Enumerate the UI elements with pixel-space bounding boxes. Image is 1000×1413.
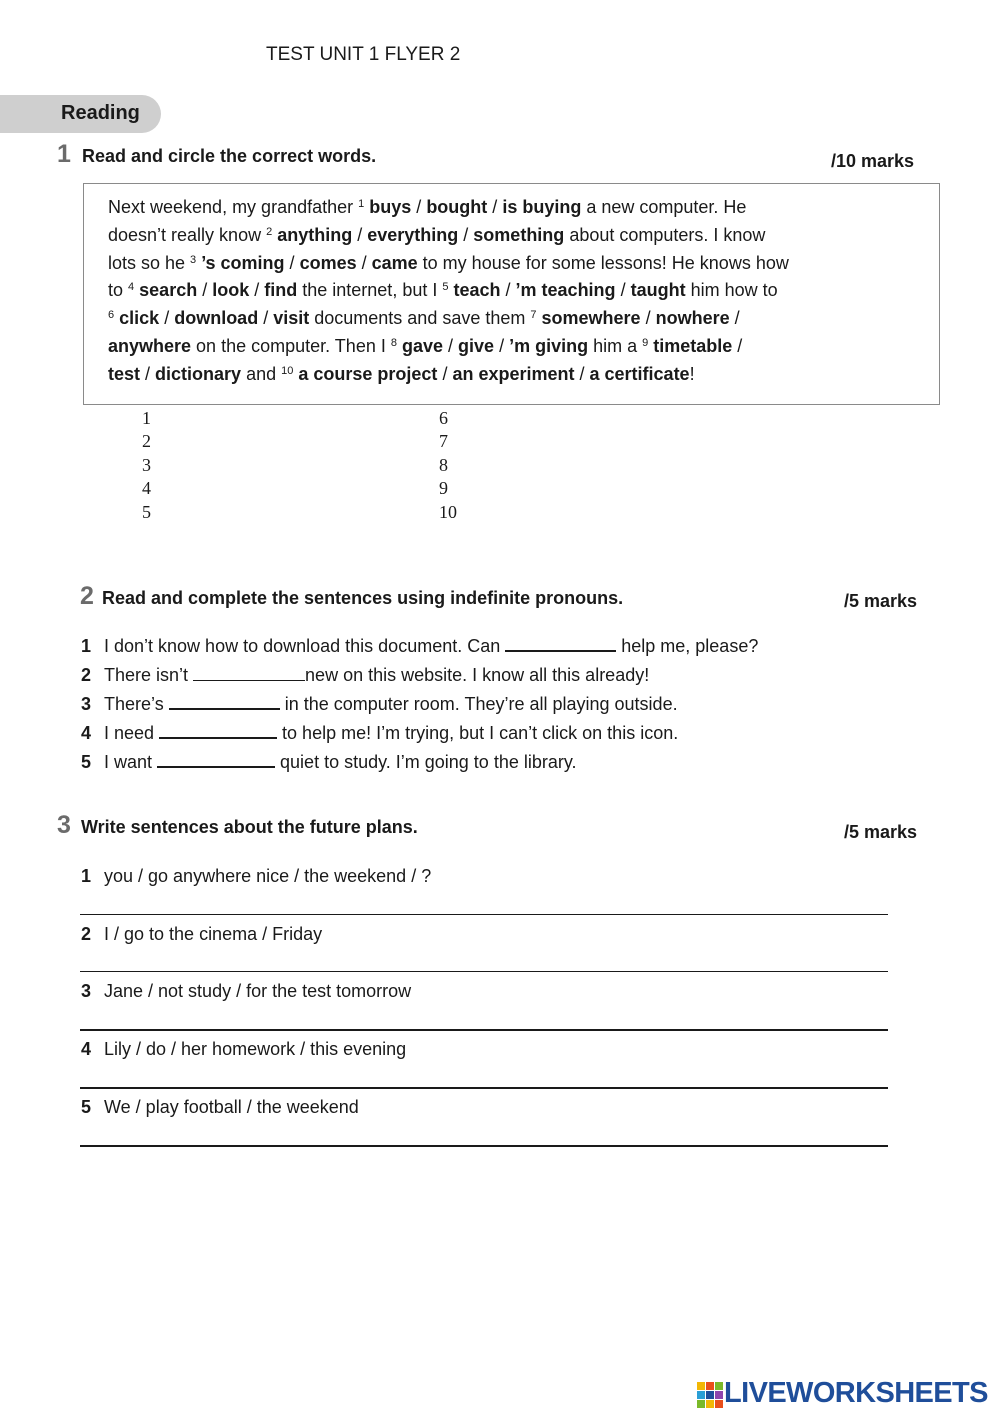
passage-text-run: / — [615, 280, 631, 301]
passage-text-run: / — [249, 280, 265, 301]
answer-number: 2 — [142, 431, 151, 451]
passage-text-run: / — [732, 335, 743, 356]
item-number: 4 — [81, 723, 92, 743]
item-number: 1 — [81, 866, 92, 886]
gap-number: 5 — [442, 281, 449, 294]
answer-number: 1 — [142, 408, 151, 428]
passage-line — [108, 250, 868, 278]
passage-text-run: him a — [588, 335, 643, 356]
prompt-item — [81, 1097, 359, 1118]
word-option[interactable]: ’m giving — [509, 335, 589, 356]
passage-text-run: / — [197, 280, 213, 301]
passage-text-run: the internet, but I — [297, 280, 443, 301]
section1-heading: Read and circle the correct words. — [82, 146, 377, 166]
section3-heading: Write sentences about the future plans. — [81, 817, 418, 837]
passage-line — [108, 194, 868, 222]
word-option[interactable]: dictionary — [155, 363, 242, 384]
word-option[interactable]: bought — [426, 197, 488, 217]
word-option[interactable]: an experiment — [452, 363, 575, 384]
prompt-text: We / play football / the weekend — [104, 1097, 359, 1117]
gap-number: 4 — [128, 281, 135, 294]
passage-text-run: on the computer. Then I — [191, 335, 391, 356]
section1-marks: /10 marks — [831, 151, 915, 171]
gap-number: 3 — [190, 253, 197, 266]
item-number: 2 — [81, 924, 92, 944]
answer-number: 8 — [439, 455, 448, 475]
answer-blank[interactable] — [505, 636, 616, 652]
word-option[interactable]: find — [264, 280, 298, 301]
sentence-before: I don’t know how to download this document. Can — [104, 636, 506, 656]
passage-text-run: / — [494, 335, 510, 356]
passage-line — [108, 222, 868, 250]
word-option[interactable]: teach — [453, 280, 501, 301]
answer-number: 4 — [142, 478, 151, 498]
passage-text-run: and — [241, 363, 282, 384]
word-option[interactable]: came — [371, 252, 418, 273]
passage-text-run: / — [140, 363, 156, 384]
answer-line[interactable] — [80, 1145, 888, 1147]
word-option[interactable]: test — [108, 363, 141, 384]
prompt-item — [81, 981, 411, 1002]
answer-number: 5 — [142, 502, 151, 522]
item-number: 4 — [81, 1039, 92, 1059]
word-option[interactable]: look — [212, 280, 250, 301]
word-option[interactable]: something — [473, 224, 565, 245]
answer-line[interactable] — [80, 914, 888, 915]
passage-line — [108, 361, 868, 389]
word-option[interactable]: a certificate — [589, 363, 690, 384]
item-number: 3 — [81, 694, 92, 714]
prompt-item — [81, 1039, 406, 1060]
answer-number: 7 — [439, 431, 448, 451]
word-option[interactable]: ’s coming — [201, 252, 285, 273]
prompt-text: I / go to the cinema / Friday — [104, 924, 323, 944]
logo-text: LIVEWORKSHEETS — [724, 1377, 988, 1409]
word-option[interactable]: click — [119, 308, 160, 329]
section2-number: 2 — [80, 582, 94, 610]
word-option[interactable]: ’m teaching — [515, 280, 616, 301]
sentence-after: in the computer room. They’re all playing outside. — [279, 694, 678, 714]
sentence-before: I need — [104, 723, 160, 743]
passage-text-run: / — [500, 280, 516, 301]
word-option[interactable]: somewhere — [541, 308, 641, 329]
answer-number: 6 — [439, 408, 448, 428]
gap-number: 2 — [266, 225, 273, 238]
passage-text-run: / — [159, 308, 175, 329]
sentence-after: quiet to study. I’m going to the library. — [275, 752, 577, 772]
gap-number: 6 — [108, 309, 115, 322]
sentence-item — [81, 636, 758, 657]
answer-line[interactable] — [80, 971, 888, 972]
passage-text-run: / — [352, 224, 368, 245]
logo-icon — [697, 1382, 723, 1406]
word-option[interactable]: visit — [273, 308, 310, 329]
section1-number: 1 — [57, 140, 71, 168]
word-option[interactable]: buys — [369, 197, 412, 217]
answer-blank[interactable] — [157, 752, 275, 768]
passage-line — [108, 333, 868, 361]
passage-box — [83, 183, 940, 405]
word-option[interactable]: anywhere — [108, 335, 192, 356]
answer-blank[interactable] — [193, 666, 305, 681]
answer-line[interactable] — [80, 1087, 888, 1089]
passage-text-run: doesn’t really know — [108, 224, 267, 245]
page-title: TEST UNIT 1 FLYER 2 — [266, 44, 461, 65]
section3-marks: /5 marks — [844, 822, 918, 842]
word-option[interactable]: comes — [299, 252, 357, 273]
sentence-item — [81, 723, 678, 744]
passage-line — [108, 277, 868, 305]
word-option[interactable]: gave — [401, 335, 444, 356]
sentence-item — [81, 694, 678, 715]
section2-marks: /5 marks — [844, 591, 918, 611]
item-number: 5 — [81, 752, 92, 772]
sentence-after: new on this website. I know all this already! — [305, 665, 650, 685]
passage-text-run: him how to — [685, 280, 778, 301]
gap-number: 10 — [281, 364, 294, 377]
section2-heading: Read and complete the sentences using indefinite pronouns. — [102, 588, 624, 608]
word-option[interactable]: download — [174, 308, 259, 329]
word-option[interactable]: search — [139, 280, 198, 301]
answer-blank[interactable] — [169, 694, 280, 710]
passage-text-run: Next weekend, my grandfather — [108, 197, 359, 217]
sentence-after: help me, please? — [616, 636, 759, 656]
word-option[interactable]: timetable — [653, 335, 733, 356]
sentence-item — [81, 752, 577, 773]
passage-text-run: / — [458, 224, 474, 245]
passage-text-run: ! — [689, 363, 695, 384]
sentence-after: to help me! I’m trying, but I can’t click on this icon. — [277, 723, 679, 743]
passage-text-run: / — [356, 252, 372, 273]
passage-line — [108, 305, 868, 333]
passage-text-run: to — [108, 280, 129, 301]
word-option[interactable]: nowhere — [655, 308, 730, 329]
passage-text-run: / — [729, 308, 740, 329]
answer-line[interactable] — [80, 1029, 888, 1031]
gap-number: 9 — [642, 336, 649, 349]
word-option[interactable]: a course project — [298, 363, 438, 384]
sentence-before: There’s — [104, 694, 169, 714]
passage-text-run: / — [258, 308, 274, 329]
word-option[interactable]: give — [458, 335, 495, 356]
passage-text-run: / — [640, 308, 656, 329]
section3-number: 3 — [57, 811, 71, 839]
passage-text-run: lots so he — [108, 252, 191, 273]
prompt-item — [81, 924, 322, 945]
answer-number: 9 — [439, 478, 448, 498]
answer-number: 10 — [439, 502, 457, 522]
word-option[interactable]: is buying — [502, 197, 582, 217]
passage-text-run: / — [443, 335, 459, 356]
passage-text-run: / — [437, 363, 453, 384]
prompt-text: you / go anywhere nice / the weekend / ? — [104, 866, 432, 886]
passage-text-run: a new computer. He — [581, 197, 747, 217]
answer-number: 3 — [142, 455, 151, 475]
passage-text-run: about computers. I know — [564, 224, 766, 245]
item-number: 5 — [81, 1097, 92, 1117]
passage-text-run: documents and save them — [309, 308, 531, 329]
sentence-before: There isn’t — [104, 665, 194, 685]
item-number: 1 — [81, 636, 92, 656]
answer-blank[interactable] — [159, 723, 277, 739]
sentence-item — [81, 665, 649, 686]
word-option[interactable]: taught — [630, 280, 686, 301]
reading-tab — [0, 95, 161, 133]
passage-text-run: / — [411, 197, 427, 217]
prompt-item — [81, 866, 431, 887]
sentence-before: I want — [104, 752, 158, 772]
passage-text-run: / — [487, 197, 503, 217]
gap-number: 8 — [390, 336, 397, 349]
item-number: 2 — [81, 665, 92, 685]
passage-text-run: / — [284, 252, 300, 273]
reading-tab-label: Reading — [61, 102, 140, 124]
word-option[interactable]: anything — [277, 224, 353, 245]
gap-number: 1 — [358, 198, 365, 210]
gap-number: 7 — [530, 309, 537, 322]
passage-text — [108, 194, 868, 389]
item-number: 3 — [81, 981, 92, 1001]
prompt-text: Jane / not study / for the test tomorrow — [104, 981, 412, 1001]
passage-text-run: / — [574, 363, 590, 384]
word-option[interactable]: everything — [367, 224, 459, 245]
prompt-text: Lily / do / her homework / this evening — [104, 1039, 407, 1059]
passage-text-run: to my house for some lessons! He knows how — [417, 252, 789, 273]
